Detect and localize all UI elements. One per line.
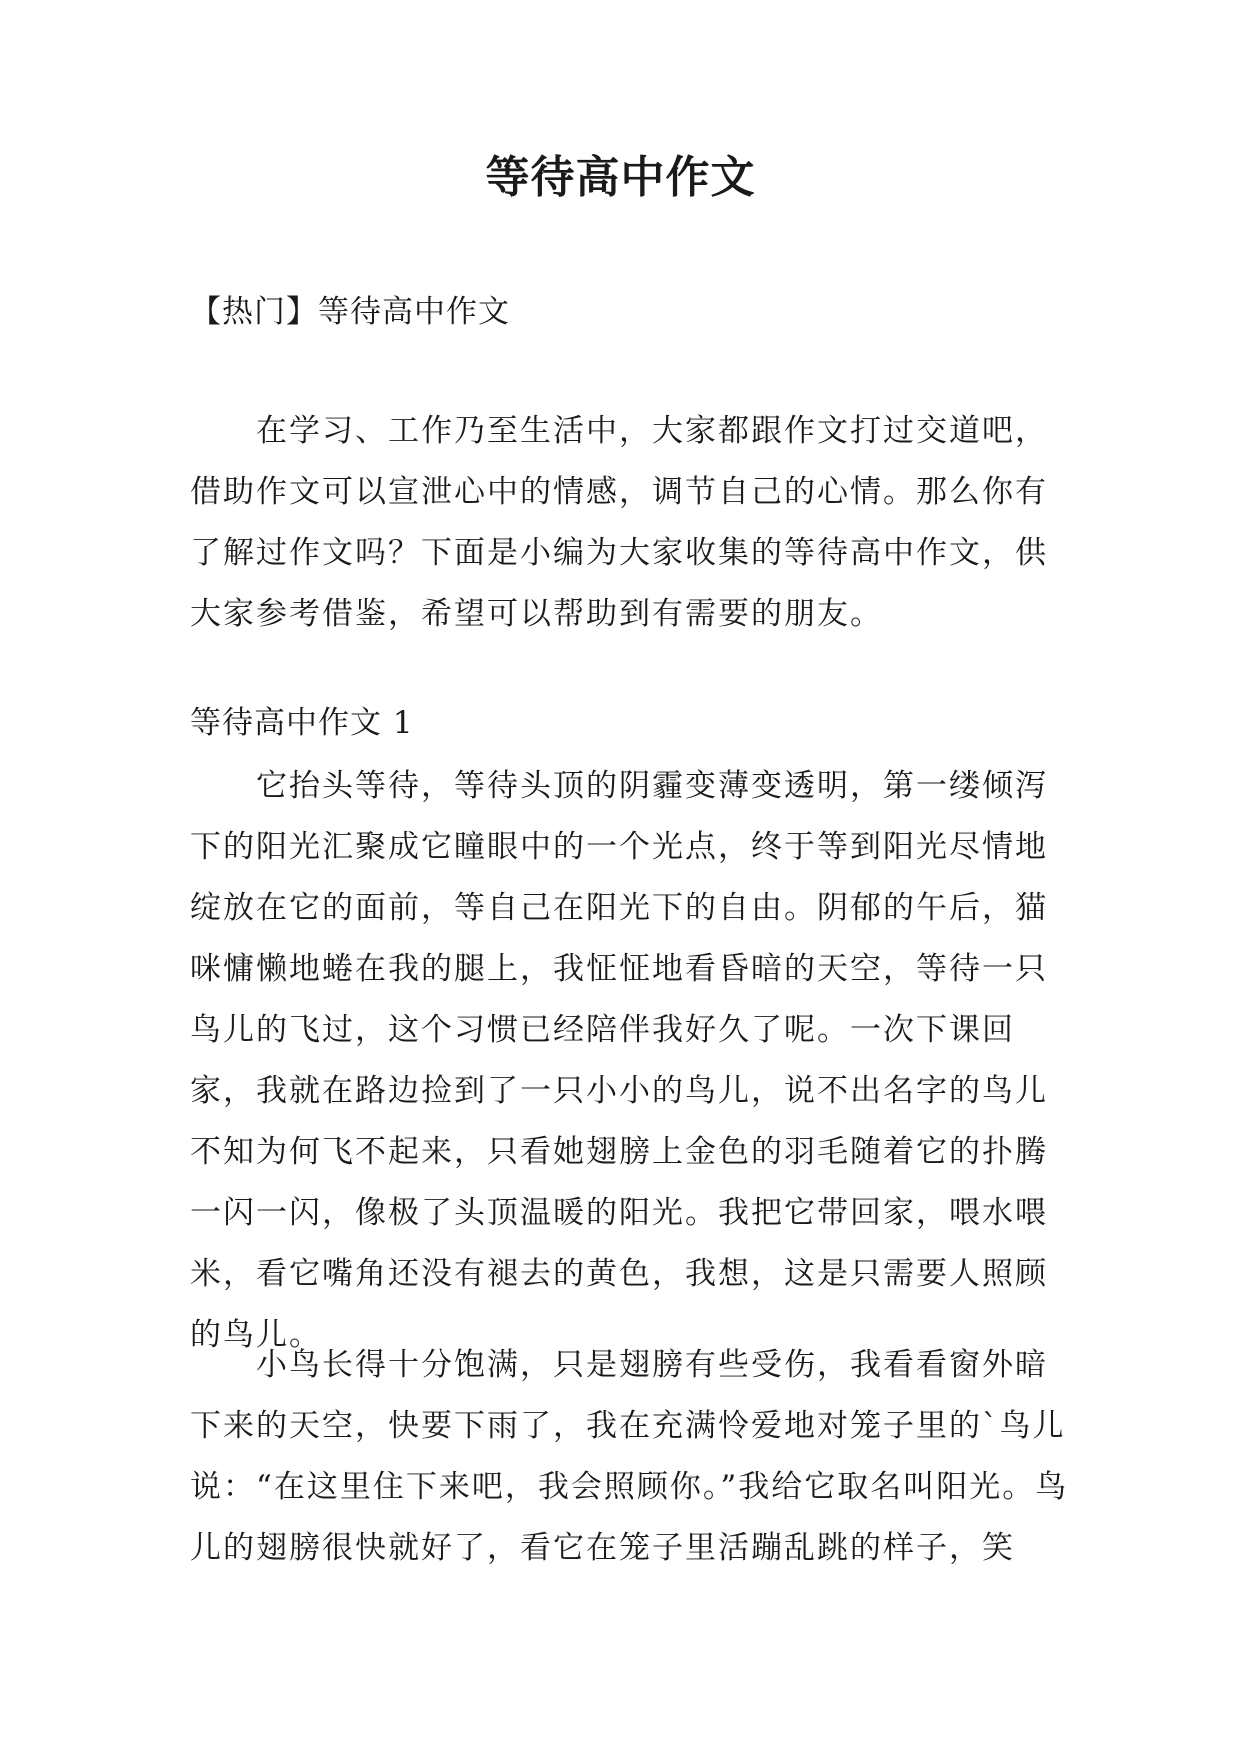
intro-paragraph: 在学习、工作乃至生活中，大家都跟作文打过交道吧，借助作文可以宣泄心中的情感，调节自己的心情。那么你有了解过作文吗？下面是小编为大家收集的等待高中作文，供大家参考借鉴，希望可以帮助到有需要的朋友。: [190, 413, 1048, 632]
document-title: 等待高中作文: [485, 152, 756, 203]
section-heading: 等待高中作文 1: [190, 705, 414, 741]
body-paragraph: 它抬头等待，等待头顶的阴霾变薄变透明，第一缕倾泻下的阳光汇聚成它瞳眼中的一个光点，终于等到阳光尽情地绽放在它的面前，等自己在阳光下的自由。阴郁的午后，猫咪慵懒地蜷在我的腿上，我怔怔地看昏暗的天空，等待一只鸟儿的飞过，这个习惯已经陪伴我好久了呢。一次下课回家，我就在路边捡到了一只小小的鸟儿，说不出名字的鸟儿不知为何飞不起来，只看她翅膀上金色的羽毛随着它的扑腾一闪一闪，像极了头顶温暖的阳光。我把它带回家，喂水喂米，看它嘴角还没有褪去的黄色，我想，这是只需要人照顾的鸟儿。: [190, 768, 1048, 1353]
body-paragraph: 小鸟长得十分饱满，只是翅膀有些受伤，我看看窗外暗下来的天空，快要下雨了，我在充满怜爱地对笼子里的`鸟儿说：“在这里住下来吧，我会照顾你。”我给它取名叫阳光。鸟儿的翅膀很快就好了，看它在笼子里活蹦乱跳的样子，笑: [190, 1347, 1069, 1566]
document-subtitle: 【热门】等待高中作文: [190, 294, 510, 330]
